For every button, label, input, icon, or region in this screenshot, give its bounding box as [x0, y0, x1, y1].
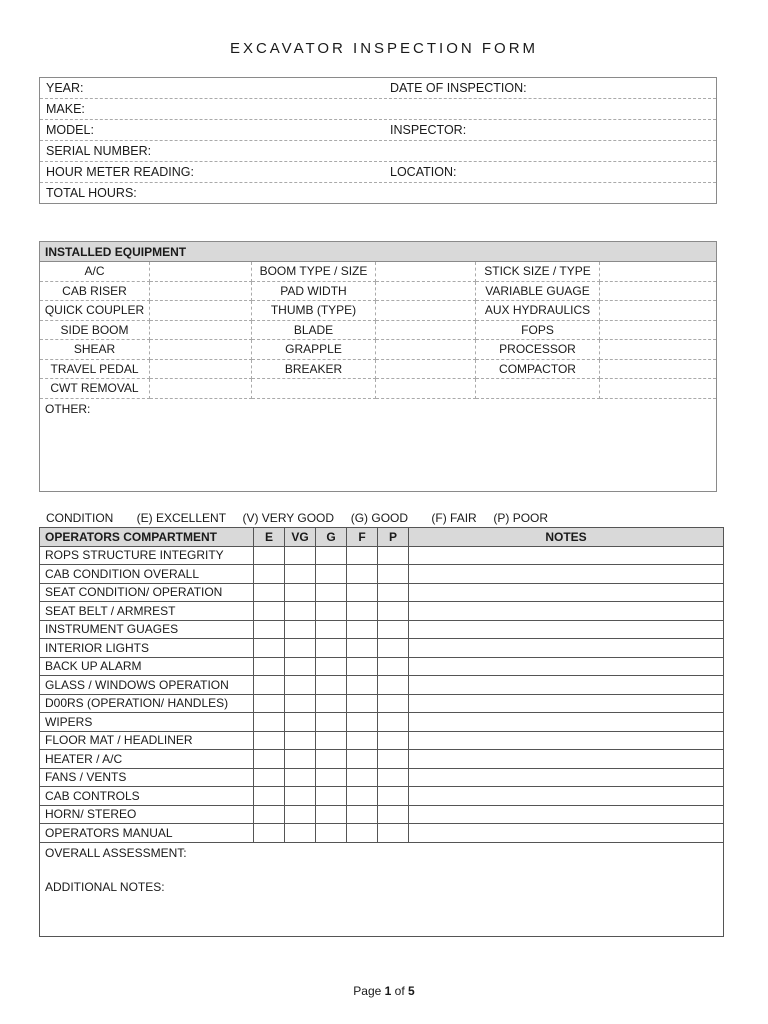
rating-cell[interactable]	[316, 787, 347, 806]
inspection-item-label: HEATER / A/C	[40, 750, 254, 769]
table-row	[40, 546, 724, 565]
equipment-label: STICK SIZE / TYPE	[476, 262, 600, 282]
rating-cell[interactable]	[316, 565, 347, 584]
rating-cell[interactable]	[254, 657, 285, 676]
rating-cell[interactable]	[347, 768, 378, 787]
info-label-right: INSPECTOR:	[390, 123, 467, 137]
overall-assessment-row[interactable]	[40, 842, 724, 936]
equipment-label: CWT REMOVAL	[40, 379, 150, 399]
rating-cell[interactable]	[254, 805, 285, 824]
rating-cell[interactable]	[285, 768, 316, 787]
table-row	[40, 805, 724, 824]
notes-cell[interactable]	[409, 676, 724, 695]
equipment-label: BREAKER	[252, 360, 376, 380]
rating-cell[interactable]	[316, 546, 347, 565]
equipment-label: CAB RISER	[40, 282, 150, 302]
rating-cell[interactable]	[285, 713, 316, 732]
inspection-item-label: INTERIOR LIGHTS	[40, 639, 254, 658]
table-row	[40, 731, 724, 750]
notes-cell[interactable]	[409, 824, 724, 843]
equipment-label: COMPACTOR	[476, 360, 600, 380]
rating-cell[interactable]	[316, 620, 347, 639]
column-header: NOTES	[409, 528, 724, 547]
rating-cell[interactable]	[254, 768, 285, 787]
rating-cell[interactable]	[254, 694, 285, 713]
form-title: EXCAVATOR INSPECTION FORM	[229, 40, 539, 57]
rating-cell[interactable]	[347, 676, 378, 695]
equipment-label: GRAPPLE	[252, 340, 376, 360]
table-row	[40, 602, 724, 621]
rating-cell[interactable]	[378, 787, 409, 806]
rating-cell[interactable]	[347, 583, 378, 602]
installed-equipment-section	[39, 241, 717, 492]
info-label-right: DATE OF INSPECTION:	[390, 81, 527, 95]
page-footer	[0, 984, 768, 998]
additional-notes-label: ADDITIONAL NOTES:	[45, 879, 165, 894]
table-row	[40, 583, 724, 602]
inspection-item-label: CAB CONTROLS	[40, 787, 254, 806]
notes-cell[interactable]	[409, 583, 724, 602]
rating-cell[interactable]	[316, 657, 347, 676]
table-row	[40, 639, 724, 658]
equipment-entry-field[interactable]	[376, 340, 476, 360]
equipment-entry-field[interactable]	[376, 262, 476, 282]
rating-cell[interactable]	[378, 639, 409, 658]
overall-assessment-field[interactable]	[40, 842, 724, 936]
rating-cell[interactable]	[285, 805, 316, 824]
rating-cell[interactable]	[285, 602, 316, 621]
equipment-label: PROCESSOR	[476, 340, 600, 360]
rating-cell[interactable]	[285, 620, 316, 639]
equipment-entry-field[interactable]	[600, 282, 716, 302]
rating-cell[interactable]	[285, 824, 316, 843]
equipment-label: THUMB (TYPE)	[252, 301, 376, 321]
column-header: OPERATORS COMPARTMENT	[40, 528, 254, 547]
notes-cell[interactable]	[409, 639, 724, 658]
inspection-item-label: INSTRUMENT GUAGES	[40, 620, 254, 639]
table-row	[40, 565, 724, 584]
rating-cell[interactable]	[347, 602, 378, 621]
rating-cell[interactable]	[347, 713, 378, 732]
equipment-label: PAD WIDTH	[252, 282, 376, 302]
equipment-entry-field[interactable]	[376, 379, 476, 399]
inspection-item-label: HORN/ STEREO	[40, 805, 254, 824]
equipment-label: FOPS	[476, 321, 600, 341]
equipment-label: SIDE BOOM	[40, 321, 150, 341]
inspection-item-label: ROPS STRUCTURE INTEGRITY	[40, 546, 254, 565]
installed-equipment-header: INSTALLED EQUIPMENT	[40, 242, 716, 262]
rating-cell[interactable]	[378, 602, 409, 621]
info-label-right: LOCATION:	[390, 165, 457, 179]
equipment-entry-field[interactable]	[600, 321, 716, 341]
rating-cell[interactable]	[316, 713, 347, 732]
rating-cell[interactable]	[347, 546, 378, 565]
notes-cell[interactable]	[409, 713, 724, 732]
notes-cell[interactable]	[409, 694, 724, 713]
info-row[interactable]	[40, 162, 716, 183]
rating-cell[interactable]	[254, 565, 285, 584]
rating-cell[interactable]	[378, 676, 409, 695]
inspection-item-label: BACK UP ALARM	[40, 657, 254, 676]
info-row[interactable]	[40, 78, 716, 99]
rating-cell[interactable]	[254, 731, 285, 750]
notes-cell[interactable]	[409, 750, 724, 769]
equipment-entry-field[interactable]	[376, 282, 476, 302]
rating-cell[interactable]	[316, 768, 347, 787]
equipment-entry-field[interactable]	[150, 262, 252, 282]
rating-cell[interactable]	[254, 750, 285, 769]
notes-cell[interactable]	[409, 620, 724, 639]
notes-cell[interactable]	[409, 805, 724, 824]
equipment-entry-field[interactable]	[150, 301, 252, 321]
equipment-entry-field[interactable]	[150, 340, 252, 360]
rating-cell[interactable]	[254, 676, 285, 695]
overall-assessment-label: OVERALL ASSESSMENT:	[45, 845, 187, 860]
rating-cell[interactable]	[285, 694, 316, 713]
installed-equipment-grid	[40, 262, 716, 399]
rating-cell[interactable]	[378, 824, 409, 843]
column-header: E	[254, 528, 285, 547]
column-header: G	[316, 528, 347, 547]
rating-cell[interactable]	[316, 676, 347, 695]
info-label-left: MODEL:	[46, 123, 94, 137]
notes-cell[interactable]	[409, 565, 724, 584]
rating-cell[interactable]	[378, 768, 409, 787]
equipment-label	[476, 379, 600, 399]
table-row	[40, 713, 724, 732]
equipment-label: AUX HYDRAULICS	[476, 301, 600, 321]
inspection-item-label: WIPERS	[40, 713, 254, 732]
rating-cell[interactable]	[347, 750, 378, 769]
rating-cell[interactable]	[316, 731, 347, 750]
notes-cell[interactable]	[409, 787, 724, 806]
rating-cell[interactable]	[347, 824, 378, 843]
notes-cell[interactable]	[409, 602, 724, 621]
column-header: F	[347, 528, 378, 547]
rating-cell[interactable]	[316, 639, 347, 658]
rating-cell[interactable]	[254, 824, 285, 843]
equipment-entry-field[interactable]	[376, 360, 476, 380]
rating-cell[interactable]	[347, 657, 378, 676]
info-row[interactable]	[40, 99, 716, 120]
equipment-label: SHEAR	[40, 340, 150, 360]
rating-cell[interactable]	[316, 694, 347, 713]
rating-cell[interactable]	[316, 750, 347, 769]
rating-cell[interactable]	[254, 546, 285, 565]
rating-cell[interactable]	[254, 787, 285, 806]
operators-compartment-table	[39, 527, 724, 937]
rating-cell[interactable]	[285, 639, 316, 658]
rating-cell[interactable]	[316, 805, 347, 824]
rating-cell[interactable]	[378, 713, 409, 732]
inspection-item-label: FLOOR MAT / HEADLINER	[40, 731, 254, 750]
equipment-entry-field[interactable]	[150, 360, 252, 380]
rating-cell[interactable]	[285, 676, 316, 695]
rating-cell[interactable]	[378, 583, 409, 602]
rating-cell[interactable]	[285, 565, 316, 584]
rating-cell[interactable]	[378, 620, 409, 639]
rating-cell[interactable]	[378, 565, 409, 584]
notes-cell[interactable]	[409, 731, 724, 750]
table-row	[40, 768, 724, 787]
rating-cell[interactable]	[285, 583, 316, 602]
rating-cell[interactable]	[254, 602, 285, 621]
inspection-item-label: CAB CONDITION OVERALL	[40, 565, 254, 584]
equipment-entry-field[interactable]	[150, 321, 252, 341]
rating-cell[interactable]	[316, 824, 347, 843]
equipment-label: QUICK COUPLER	[40, 301, 150, 321]
rating-cell[interactable]	[378, 546, 409, 565]
table-row	[40, 750, 724, 769]
current-page: 1	[384, 984, 392, 998]
rating-cell[interactable]	[285, 750, 316, 769]
rating-cell[interactable]	[378, 750, 409, 769]
rating-cell[interactable]	[378, 805, 409, 824]
equipment-entry-field[interactable]	[600, 360, 716, 380]
table-row	[40, 787, 724, 806]
equipment-label: TRAVEL PEDAL	[40, 360, 150, 380]
rating-cell[interactable]	[285, 787, 316, 806]
rating-cell[interactable]	[378, 657, 409, 676]
inspection-item-label: GLASS / WINDOWS OPERATION	[40, 676, 254, 695]
rating-cell[interactable]	[254, 620, 285, 639]
table-row	[40, 620, 724, 639]
info-label-left: TOTAL HOURS:	[46, 186, 137, 200]
info-label-left: SERIAL NUMBER:	[46, 144, 152, 158]
rating-cell[interactable]	[347, 787, 378, 806]
total-pages: 5	[408, 984, 415, 998]
table-row	[40, 657, 724, 676]
inspection-item-label: D00RS (OPERATION/ HANDLES)	[40, 694, 254, 713]
rating-cell[interactable]	[347, 565, 378, 584]
info-row[interactable]	[40, 183, 716, 204]
rating-cell[interactable]	[254, 583, 285, 602]
notes-cell[interactable]	[409, 657, 724, 676]
rating-cell[interactable]	[347, 639, 378, 658]
vehicle-info-section	[39, 77, 717, 204]
info-row[interactable]	[40, 141, 716, 162]
rating-cell[interactable]	[285, 546, 316, 565]
equipment-label: BOOM TYPE / SIZE	[252, 262, 376, 282]
rating-cell[interactable]	[254, 713, 285, 732]
rating-cell[interactable]	[285, 731, 316, 750]
rating-cell[interactable]	[378, 731, 409, 750]
equipment-entry-field[interactable]	[600, 301, 716, 321]
equipment-label: A/C	[40, 262, 150, 282]
equipment-entry-field[interactable]	[376, 321, 476, 341]
rating-cell[interactable]	[347, 620, 378, 639]
column-header: P	[378, 528, 409, 547]
equipment-entry-field[interactable]	[600, 340, 716, 360]
other-field[interactable]: OTHER:	[45, 401, 91, 416]
rating-cell[interactable]	[285, 657, 316, 676]
table-row	[40, 694, 724, 713]
table-row	[40, 824, 724, 843]
rating-cell[interactable]	[347, 694, 378, 713]
equipment-label: VARIABLE GUAGE	[476, 282, 600, 302]
info-label-left: HOUR METER READING:	[46, 165, 194, 179]
info-label-left: MAKE:	[46, 102, 85, 116]
rating-cell[interactable]	[254, 639, 285, 658]
equipment-entry-field[interactable]	[376, 301, 476, 321]
info-row[interactable]	[40, 120, 716, 141]
inspection-item-label: OPERATORS MANUAL	[40, 824, 254, 843]
condition-legend: CONDITION (E) EXCELLENT (V) VERY GOOD (G) GOOD (F) FAIR (P) POOR	[46, 511, 549, 525]
equipment-entry-field[interactable]	[600, 379, 716, 399]
inspection-item-label: SEAT CONDITION/ OPERATION	[40, 583, 254, 602]
rating-cell[interactable]	[378, 694, 409, 713]
equipment-label: BLADE	[252, 321, 376, 341]
column-header: VG	[285, 528, 316, 547]
equipment-entry-field[interactable]	[150, 282, 252, 302]
table-row	[40, 676, 724, 695]
footer-prefix: Page	[353, 984, 385, 998]
inspection-item-label: SEAT BELT / ARMREST	[40, 602, 254, 621]
rating-cell[interactable]	[347, 731, 378, 750]
equipment-entry-field[interactable]	[600, 262, 716, 282]
table-header-row	[40, 528, 724, 547]
rating-cell[interactable]	[347, 805, 378, 824]
notes-cell[interactable]	[409, 768, 724, 787]
notes-cell[interactable]	[409, 546, 724, 565]
inspection-item-label: FANS / VENTS	[40, 768, 254, 787]
rating-cell[interactable]	[316, 583, 347, 602]
rating-cell[interactable]	[316, 602, 347, 621]
info-label-left: YEAR:	[46, 81, 84, 95]
equipment-entry-field[interactable]	[150, 379, 252, 399]
equipment-label	[252, 379, 376, 399]
footer-middle: of	[391, 984, 409, 998]
